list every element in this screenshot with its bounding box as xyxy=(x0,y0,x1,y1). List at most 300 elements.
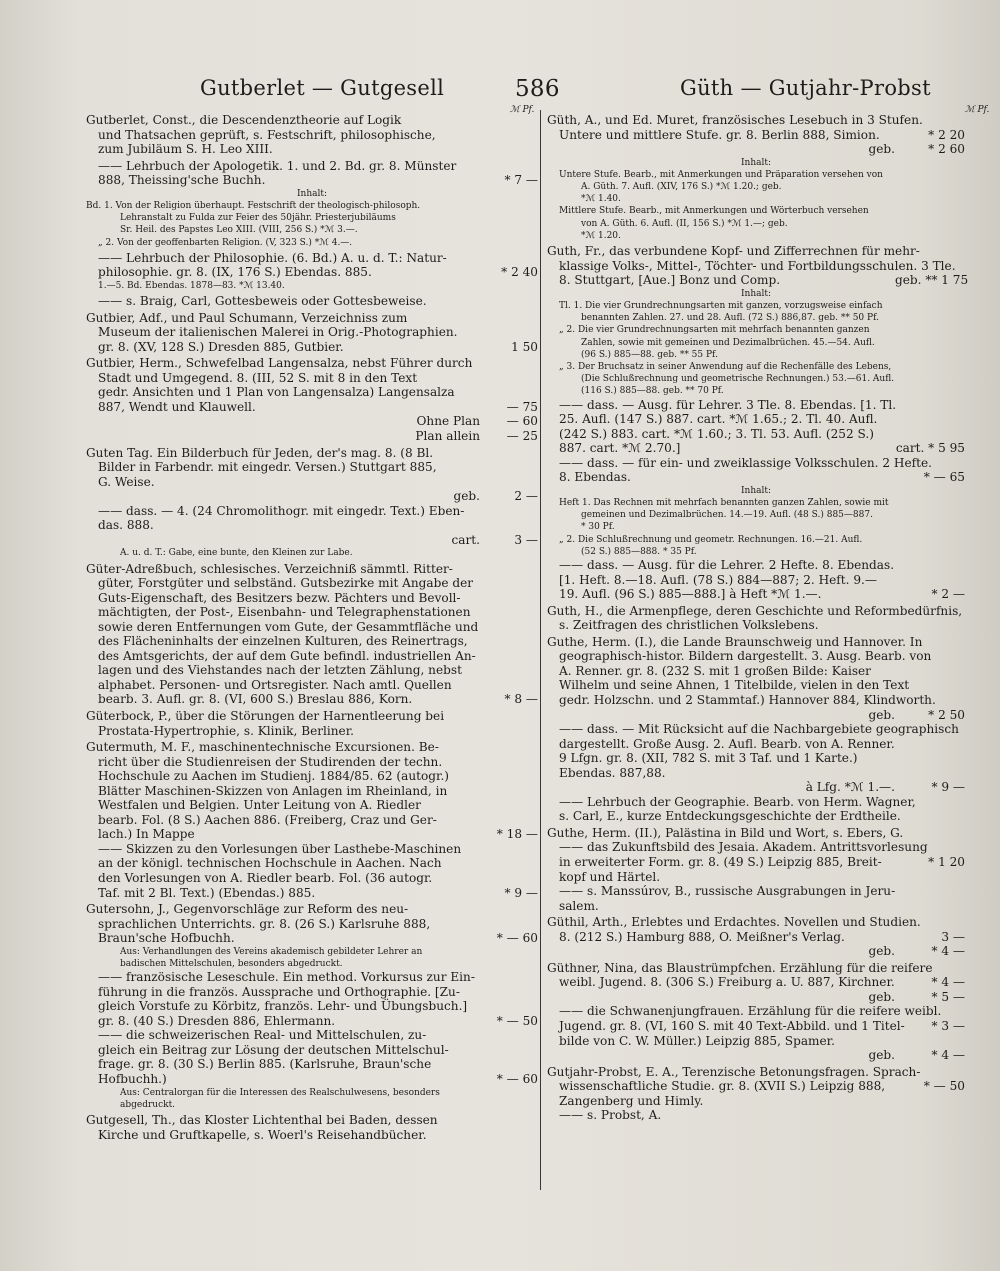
entry-line xyxy=(547,573,965,588)
entry-line xyxy=(547,915,965,930)
catalog-entry xyxy=(86,356,538,443)
entry-text: Güthner, Nina, das Blaustrümpfchen. Erzählung für die reifere xyxy=(547,960,933,975)
column-divider xyxy=(540,110,541,1190)
entry-text: Guth, H., die Armenpflege, deren Geschichte und Reformbedürfnis, xyxy=(547,603,963,618)
entry-text: geb. xyxy=(868,707,895,722)
running-header-left: Gutberlet — Gutgesell xyxy=(200,76,445,100)
entry-text: 8. (212 S.) Hamburg 888, O. Meißner's Verlag. xyxy=(559,929,845,944)
currency-heading-right: ℳ Pf. xyxy=(965,105,990,115)
entry-note-text: *ℳ 1.40. xyxy=(581,194,621,205)
entry-text: gleich Vorstufe zu Körbitz, französ. Lehr- und Übungsbuch.] xyxy=(98,999,468,1014)
entry-line xyxy=(547,470,965,485)
entry-text: Gutbier, Herm., Schwefelbad Langensalza, nebst Führer durch xyxy=(86,356,473,371)
entry-text: [1. Heft. 8.—18. Aufl. (78 S.) 884—887; 2. Heft. 9.— xyxy=(559,572,877,587)
entry-line xyxy=(86,634,538,649)
entry-text: —— französische Leseschule. Ein method. Vorkursus zur Ein- xyxy=(98,970,475,985)
entry-text: salem. xyxy=(559,898,599,913)
entry-text: Bilder in Farbendr. mit eingedr. Versen.) Stuttgart 885, xyxy=(98,460,437,475)
entry-text: Prostata-Hypertrophie, s. Klinik, Berliner. xyxy=(98,723,354,738)
entry-line xyxy=(547,259,965,274)
catalog-entry xyxy=(86,902,538,1111)
entry-text: Westfalen und Belgien. Unter Leitung von A. Riedler xyxy=(98,798,421,813)
entry-note-text: Sr. Heil. des Papstes Leo XIII. (VIII, 256 S.) *ℳ 3.—. xyxy=(120,225,358,236)
entry-line xyxy=(86,985,538,1000)
catalog-entry xyxy=(86,709,538,738)
entry-text: —— Lehrbuch der Philosophie. (6. Bd.) A. u. d. T.: Natur- xyxy=(98,250,447,265)
entry-line xyxy=(547,398,965,413)
entry-subline xyxy=(86,958,538,970)
entry-line xyxy=(547,273,969,288)
entry-line xyxy=(86,371,538,386)
entry-note-text: *ℳ 1.20. xyxy=(581,230,621,241)
entry-line xyxy=(86,173,538,188)
catalog-entry xyxy=(547,1065,965,1123)
entry-text: Gutermuth, M. F., maschinentechnische Excursionen. Be- xyxy=(86,740,439,755)
entry-text: Güthil, Arth., Erlebtes und Erdachtes. Novellen und Studien. xyxy=(547,915,921,930)
entry-line xyxy=(547,618,965,633)
catalog-entry xyxy=(86,562,538,707)
price: * — 60 xyxy=(496,931,538,946)
entry-line xyxy=(86,1028,538,1043)
price: 3 — xyxy=(941,929,965,944)
entry-text: Guts-Eigenschaft, des Besitzers bezw. Pächters und Bevoll- xyxy=(98,590,461,605)
entry-line xyxy=(86,605,538,620)
entry-note-text: 1.—5. Bd. Ebendas. 1878—83. *ℳ 13.40. xyxy=(98,280,285,291)
entry-line xyxy=(547,1094,965,1109)
entry-text: bearb. Fol. (8 S.) Aachen 886. (Freiberg, Craz und Ger- xyxy=(98,812,437,827)
entry-text: zum Jubiläum S. H. Leo XIII. xyxy=(98,142,273,157)
entry-line xyxy=(547,899,965,914)
entry-line xyxy=(547,944,965,959)
entry-line xyxy=(86,562,538,577)
entry-line xyxy=(547,1048,965,1063)
entry-subline xyxy=(547,230,965,242)
entry-subline xyxy=(547,497,965,509)
entry-subline xyxy=(547,521,965,533)
entry-text: —— Skizzen zu den Vorlesungen über Lasthebe-Maschinen xyxy=(98,841,462,856)
entry-line xyxy=(86,842,538,857)
entry-text: Museum der italienischen Malerei in Orig.-Photographien. xyxy=(98,325,458,340)
entry-text: 25. Aufl. (147 S.) 887. cart. *ℳ 1.65.; 2. Tl. 40. Aufl. xyxy=(559,412,878,427)
entry-text: Zangenberg und Himly. xyxy=(559,1093,704,1108)
entry-note-text: (52 S.) 885—888. * 35 Pf. xyxy=(581,546,697,557)
entry-line xyxy=(547,441,965,456)
entry-line xyxy=(547,930,965,945)
entry-subline xyxy=(547,546,965,558)
entry-text: gr. 8. (XV, 128 S.) Dresden 885, Gutbier. xyxy=(98,339,344,354)
entry-note-text: Inhalt: xyxy=(296,188,328,199)
entry-note-text: Inhalt: xyxy=(740,288,772,299)
entry-note-text: Inhalt: xyxy=(740,485,772,496)
entry-text: (242 S.) 883. cart. *ℳ 1.60.; 3. Tl. 53. Aufl. (252 S.) xyxy=(559,426,874,441)
entry-text: gedr. Holzschn. und 2 Stammtaf.) Hannover 884, Klindworth. xyxy=(559,692,936,707)
entry-line xyxy=(86,475,538,490)
entry-text: A. Renner. gr. 8. (232 S. mit 1 großen Bilde: Kaiser xyxy=(559,663,871,678)
entry-line xyxy=(547,780,965,795)
price: * 2 — xyxy=(931,587,965,602)
entry-text: Untere und mittlere Stufe. gr. 8. Berlin 888, Simion. xyxy=(559,127,880,142)
entry-text: Hofbuchh.) xyxy=(98,1072,167,1086)
entry-text: —— s. Probst, A. xyxy=(559,1108,662,1123)
entry-line xyxy=(547,884,965,899)
entry-line xyxy=(86,311,538,326)
price: geb. ** 1 75 xyxy=(895,273,969,288)
price: — 60 xyxy=(506,414,538,429)
entry-line xyxy=(547,128,965,143)
entry-text: in erweiterter Form. gr. 8. (49 S.) Leipzig 885, Breit- xyxy=(559,854,882,869)
entry-text: Stadt und Umgegend. 8. (III, 52 S. mit 8 in den Text xyxy=(98,370,418,385)
entry-text: geb. xyxy=(453,489,480,504)
entry-line xyxy=(86,813,538,828)
entry-line xyxy=(547,412,965,427)
entry-line xyxy=(547,737,965,752)
entry-text: Güter-Adreßbuch, schlesisches. Verzeichniß sämmtl. Ritter- xyxy=(86,561,453,576)
price: 2 — xyxy=(514,489,538,504)
catalog-entry xyxy=(547,604,965,633)
entry-line xyxy=(86,340,538,355)
entry-line xyxy=(86,663,538,678)
entry-subline xyxy=(547,385,965,397)
price: * 1 20 xyxy=(928,854,965,869)
entry-line xyxy=(86,649,538,664)
entry-subline xyxy=(86,280,538,292)
entry-line xyxy=(547,751,965,766)
price: * 4 — xyxy=(931,944,965,959)
entry-text: klassige Volks-, Mittel-, Töchter- und Fortbildungsschulen. 3 Tle. xyxy=(559,258,956,273)
entry-text: —— dass. — für ein- und zweiklassige Volksschulen. 2 Hefte. xyxy=(559,455,932,470)
entry-subline xyxy=(547,373,965,385)
entry-line xyxy=(86,769,538,784)
entry-line xyxy=(86,400,538,415)
entry-subline xyxy=(86,1099,538,1111)
running-header-right: Güth — Gutjahr-Probst xyxy=(680,76,931,100)
entry-note-text: Aus: Verhandlungen des Vereins akademisch gebildeter Lehrer an xyxy=(120,946,423,957)
entry-line xyxy=(547,1065,965,1080)
entry-note-text: (Die Schlußrechnung und geometrische Rechnungen.) 53.—61. Aufl. xyxy=(581,374,895,385)
entry-text: —— dass. — Ausg. für Lehrer. 3 Tle. 8. Ebendas. [1. Tl. xyxy=(559,397,897,412)
entry-text: den Vorlesungen von A. Riedler bearb. Fol. (36 autogr. xyxy=(98,871,433,886)
entry-line xyxy=(86,1014,538,1029)
entry-line xyxy=(86,709,538,724)
entry-subline xyxy=(86,212,538,224)
entry-text: —— dass. — Ausg. für die Lehrer. 2 Hefte. 8. Ebendas. xyxy=(559,558,895,573)
entry-note-text: A. Güth. 7. Aufl. (XIV, 176 S.) *ℳ 1.20.; geb. xyxy=(581,182,782,193)
entry-line xyxy=(86,159,538,174)
entry-subline xyxy=(547,509,965,521)
entry-line xyxy=(547,840,965,855)
entry-text: Ebendas. 887,88. xyxy=(559,765,666,780)
entry-line xyxy=(547,604,965,619)
entry-line xyxy=(86,970,538,985)
entry-line xyxy=(547,427,965,442)
currency-heading-left: ℳ Pf. xyxy=(510,105,535,115)
entry-line xyxy=(547,722,965,737)
entry-line xyxy=(86,429,538,444)
entry-line xyxy=(86,533,538,548)
entry-text: Guten Tag. Ein Bilderbuch für Jeden, der's mag. 8. (8 Bl. xyxy=(86,445,434,460)
entry-note-text: Mittlere Stufe. Bearb., mit Anmerkungen und Wörterbuch versehen xyxy=(559,206,869,217)
entry-line xyxy=(86,917,538,932)
entry-text: Wilhelm und seine Ahnen, 1 Titelbilde, vielen in den Text xyxy=(559,678,910,693)
entry-subline xyxy=(547,312,965,324)
entry-text: Gutjahr-Probst, E. A., Terenzische Betonungsfragen. Sprach- xyxy=(547,1064,921,1079)
entry-line xyxy=(86,576,538,591)
entry-note-text: „ 2. Von der geoffenbarten Religion. (V, 323 S.) *ℳ 4.—. xyxy=(98,237,353,248)
entry-line xyxy=(547,456,965,471)
entry-line xyxy=(547,870,965,885)
entry-line xyxy=(86,325,538,340)
entry-text: Güth, A., und Ed. Muret, französisches Lesebuch in 3 Stufen. xyxy=(547,113,923,127)
entry-text: weibl. Jugend. 8. (306 S.) Freiburg a. U. 887, Kirchner. xyxy=(559,975,895,990)
entry-text: —— s. Braig, Carl, Gottesbeweis oder Gottesbeweise. xyxy=(98,294,427,309)
entry-note-text: Untere Stufe. Bearb., mit Anmerkungen und Präparation versehen von xyxy=(559,169,883,180)
entry-text: das. 888. xyxy=(98,518,154,533)
price: * 2 40 xyxy=(501,265,538,280)
entry-note-text: * 30 Pf. xyxy=(581,522,615,533)
entry-line xyxy=(86,1128,538,1143)
entry-text: bilde von C. W. Müller.) Leipzig 885, Spamer. xyxy=(559,1033,835,1048)
entry-text: gr. 8. (40 S.) Dresden 886, Ehlermann. xyxy=(98,1013,336,1028)
entry-note-text: von A. Güth. 6. Aufl. (II, 156 S.) *ℳ 1.—; geb. xyxy=(581,218,788,229)
entry-text: richt über die Studienreisen der Studirenden der techn. xyxy=(98,754,443,769)
entry-text: —— Lehrbuch der Apologetik. 1. und 2. Bd. gr. 8. Münster xyxy=(98,158,457,173)
entry-text: alphabet. Personen- und Ortsregister. Nach amtl. Quellen xyxy=(98,677,452,692)
right-column xyxy=(547,113,969,1125)
entry-subline xyxy=(547,534,965,546)
price: * 4 — xyxy=(931,1048,965,1063)
entry-line xyxy=(86,265,538,280)
entry-text: geb. xyxy=(868,142,895,157)
entry-text: Gutbier, Adf., und Paul Schumann, Verzeichniss zum xyxy=(86,310,408,325)
entry-subline xyxy=(547,193,965,205)
entry-line xyxy=(547,649,965,664)
entry-subline xyxy=(547,169,965,181)
entry-line xyxy=(86,504,538,519)
entry-text: gleich ein Beitrag zur Lösung der deutschen Mittelschul- xyxy=(98,1042,449,1057)
entry-text: —— s. Manssúrov, B., russische Ausgrabungen in Jeru- xyxy=(559,884,896,899)
entry-subline xyxy=(547,324,965,336)
entry-text: Jugend. gr. 8. (VI, 160 S. mit 40 Text-Abbild. und 1 Titel- xyxy=(559,1018,905,1033)
entry-text: Braun'sche Hofbuchh. xyxy=(98,931,235,946)
entry-line xyxy=(86,251,538,266)
price: * 7 — xyxy=(504,173,538,188)
entry-text: —— dass. — Mit Rücksicht auf die Nachbargebiete geographisch xyxy=(559,722,959,737)
entry-line xyxy=(547,1108,965,1123)
catalog-entry xyxy=(86,159,538,249)
entry-line xyxy=(547,1004,965,1019)
catalog-entry xyxy=(547,244,969,602)
entry-text: Hochschule zu Aachen im Studienj. 1884/85. 62 (autogr.) xyxy=(98,769,450,784)
entry-line xyxy=(86,128,538,143)
catalog-entry xyxy=(86,294,538,309)
entry-line xyxy=(547,664,965,679)
entry-line xyxy=(547,855,965,870)
entry-line xyxy=(86,1057,538,1072)
entry-line xyxy=(86,856,538,871)
entry-text: cart. xyxy=(451,532,480,547)
entry-line xyxy=(547,795,965,810)
entry-line xyxy=(547,990,965,1005)
entry-subline xyxy=(547,361,965,373)
price: * 18 — xyxy=(496,827,538,842)
entry-note-text: benannten Zahlen. 27. und 28. Aufl. (72 S.) 886,87. geb. ** 50 Pf. xyxy=(581,313,879,324)
entry-line xyxy=(86,902,538,917)
entry-line xyxy=(547,1034,965,1049)
catalog-entry xyxy=(547,826,965,913)
entry-text: des Flächeninhalts der einzelnen Kulturen, des Reinertrags, xyxy=(98,634,468,649)
entry-text: geb. xyxy=(868,944,895,959)
catalog-entry xyxy=(86,1113,538,1142)
entry-subline xyxy=(86,188,538,200)
entry-subline xyxy=(547,157,965,169)
entry-text: 19. Aufl. (96 S.) 885—888.] à Heft *ℳ 1.—. xyxy=(559,587,822,602)
entry-note-text: (96 S.) 885—88. geb. ** 55 Pf. xyxy=(581,349,718,360)
entry-line xyxy=(86,1113,538,1128)
entry-line xyxy=(86,827,538,842)
entry-note-text: abgedruckt. xyxy=(120,1099,176,1110)
entry-line xyxy=(86,784,538,799)
entry-line xyxy=(86,755,538,770)
entry-text: Blätter Maschinen-Skizzen von Anlagen im Rheinland, in xyxy=(98,783,448,798)
entry-text: gedr. Ansichten und 1 Plan von Langensalza) Langensalza xyxy=(98,385,455,400)
entry-note-text: Bd. 1. Von der Religion überhaupt. Festschrift der theologisch-philosoph. xyxy=(86,200,421,211)
price: * 5 — xyxy=(931,989,965,1004)
entry-note-text: Tl. 1. Die vier Grundrechnungsarten mit ganzen, vorzugsweise einfach xyxy=(559,300,883,311)
entry-line xyxy=(86,798,538,813)
price: * 2 60 xyxy=(928,142,965,157)
entry-text: Gutgesell, Th., das Kloster Lichtenthal bei Baden, dessen xyxy=(86,1112,438,1127)
entry-text: 888, Theissing'sche Buchh. xyxy=(98,173,266,188)
entry-text: frage. gr. 8. (30 S.) Berlin 885. (Karlsruhe, Braun'sche xyxy=(98,1057,432,1072)
entry-text: —— dass. — 4. (24 Chromolithogr. mit eingedr. Text.) Eben- xyxy=(98,503,465,518)
entry-note-text: Heft 1. Das Rechnen mit mehrfach benannten ganzen Zahlen, sowie mit xyxy=(559,498,889,509)
catalog-entry xyxy=(547,113,965,242)
entry-text: bearb. 3. Aufl. gr. 8. (VI, 600 S.) Breslau 886, Korn. xyxy=(98,692,413,707)
entry-text: Guthe, Herm. (I.), die Lande Braunschweig und Hannover. In xyxy=(547,634,923,649)
entry-line xyxy=(86,356,538,371)
entry-text: führung in die französ. Aussprache und Orthographie. [Zu- xyxy=(98,984,460,999)
left-column xyxy=(86,113,538,1144)
entry-line xyxy=(86,620,538,635)
entry-text: s. Carl, E., kurze Entdeckungsgeschichte der Erdtheile. xyxy=(559,809,901,824)
entry-text: —— Lehrbuch der Geographie. Bearb. von Herm. Wagner, xyxy=(559,794,916,809)
entry-line xyxy=(86,385,538,400)
entry-text: Guth, Fr., das verbundene Kopf- und Zifferrechnen für mehr- xyxy=(547,244,920,259)
entry-line xyxy=(547,975,965,990)
entry-text: güter, Forstgüter und selbständ. Gutsbezirke mit Angabe der xyxy=(98,576,474,591)
catalog-entry xyxy=(86,446,538,560)
entry-text: Ohne Plan xyxy=(416,414,480,429)
entry-line xyxy=(86,1072,538,1087)
entry-text: wissenschaftliche Studie. gr. 8. (XVII S.) Leipzig 888, xyxy=(559,1079,886,1094)
entry-note-text: Inhalt: xyxy=(740,157,772,168)
entry-text: an der königl. technischen Hochschule in Aachen. Nach xyxy=(98,856,442,871)
entry-text: à Lfg. *ℳ 1.—. xyxy=(805,780,895,795)
entry-text: G. Weise. xyxy=(98,474,155,489)
price: — 25 xyxy=(506,428,538,443)
entry-note-text: Lehranstalt zu Fulda zur Feier des 50jähr. Priesterjubiläums xyxy=(120,213,396,224)
entry-text: kopf und Härtel. xyxy=(559,869,661,884)
entry-line xyxy=(86,740,538,755)
entry-line xyxy=(547,587,965,602)
entry-subline xyxy=(547,205,965,217)
entry-note-text: A. u. d. T.: Gabe, eine bunte, den Kleinen zur Labe. xyxy=(120,548,353,559)
price: * 9 — xyxy=(931,780,965,795)
entry-line xyxy=(86,460,538,475)
entry-line xyxy=(86,999,538,1014)
entry-subline xyxy=(547,349,965,361)
entry-text: des Amtsgerichts, der auf dem Gute befindl. industriellen An- xyxy=(98,648,476,663)
entry-line xyxy=(86,414,538,429)
entry-line xyxy=(86,294,538,309)
entry-line xyxy=(547,113,965,128)
entry-text: —— das Zukunftsbild des Jesaia. Akadem. Antrittsvorlesung xyxy=(559,840,928,855)
entry-line xyxy=(547,558,965,573)
entry-text: dargestellt. Große Ausg. 2. Aufl. Bearb. von A. Renner. xyxy=(559,736,895,751)
catalog-entry xyxy=(547,635,965,824)
entry-line xyxy=(86,1043,538,1058)
entry-text: Plan allein xyxy=(415,428,480,443)
entry-line xyxy=(86,678,538,693)
entry-line xyxy=(547,809,965,824)
entry-note-text: (116 S.) 885—88. geb. ** 70 Pf. xyxy=(581,386,724,397)
entry-line xyxy=(86,142,538,157)
entry-text: Gutersohn, J., Gegenvorschläge zur Reform des neu- xyxy=(86,902,409,917)
entry-text: lach.) In Mappe xyxy=(98,827,195,842)
entry-subline xyxy=(547,485,965,497)
entry-subline xyxy=(86,1087,538,1099)
entry-line xyxy=(547,635,965,650)
entry-text: geographisch-histor. Bildern dargestellt. 3. Ausg. Bearb. von xyxy=(559,649,932,664)
entry-line xyxy=(547,766,965,781)
entry-text: Guthe, Herm. (II.), Palästina in Bild und Wort, s. Ebers, G. xyxy=(547,825,904,840)
entry-subline xyxy=(86,946,538,958)
entry-line xyxy=(86,886,538,901)
entry-text: s. Zeitfragen des christlichen Volkslebens. xyxy=(559,618,819,633)
entry-text: sowie deren Entfernungen vom Gute, der Gesammtfläche und xyxy=(98,619,479,634)
price: * — 65 xyxy=(923,470,965,485)
entry-subline xyxy=(547,300,965,312)
price: — 75 xyxy=(506,399,538,414)
entry-line xyxy=(86,591,538,606)
entry-text: Kirche und Gruftkapelle, s. Woerl's Reisehandbücher. xyxy=(98,1127,427,1142)
entry-text: und Thatsachen geprüft, s. Festschrift, philosophische, xyxy=(98,127,436,142)
entry-subline xyxy=(547,288,965,300)
entry-text: 9 Lfgn. gr. 8. (XII, 782 S. mit 3 Taf. und 1 Karte.) xyxy=(559,751,858,766)
catalog-entry xyxy=(547,915,965,959)
entry-text: lagen und des Viehstandes nach der letzten Zählung, nebst xyxy=(98,663,462,678)
entry-line xyxy=(547,826,965,841)
entry-subline xyxy=(86,200,538,212)
entry-note-text: Zahlen, sowie mit gemeinen und Dezimalbrüchen. 45.—54. Aufl. xyxy=(581,337,875,348)
page-number: 586 xyxy=(515,76,560,102)
entry-note-text: „ 2. Die vier Grundrechnungsarten mit mehrfach benannten ganzen xyxy=(559,325,870,336)
price: * — 60 xyxy=(496,1072,538,1086)
entry-line xyxy=(547,244,965,259)
price: * 2 20 xyxy=(928,127,965,142)
entry-line xyxy=(547,1019,965,1034)
price: * — 50 xyxy=(923,1079,965,1094)
entry-line xyxy=(86,489,538,504)
entry-text: mächtigten, der Post-, Eisenbahn- und Telegraphenstationen xyxy=(98,605,471,620)
entry-text: 887, Wendt und Klauwell. xyxy=(98,399,256,414)
entry-line xyxy=(547,693,965,708)
price: * 9 — xyxy=(504,885,538,900)
catalog-entry xyxy=(86,251,538,292)
entry-note-text: Aus: Centralorgan für die Interessen des Realschulwesens, besonders xyxy=(120,1087,440,1098)
entry-text: 887. cart. *ℳ 2.70.] xyxy=(559,441,681,456)
entry-text: 8. Ebendas. xyxy=(559,470,631,485)
